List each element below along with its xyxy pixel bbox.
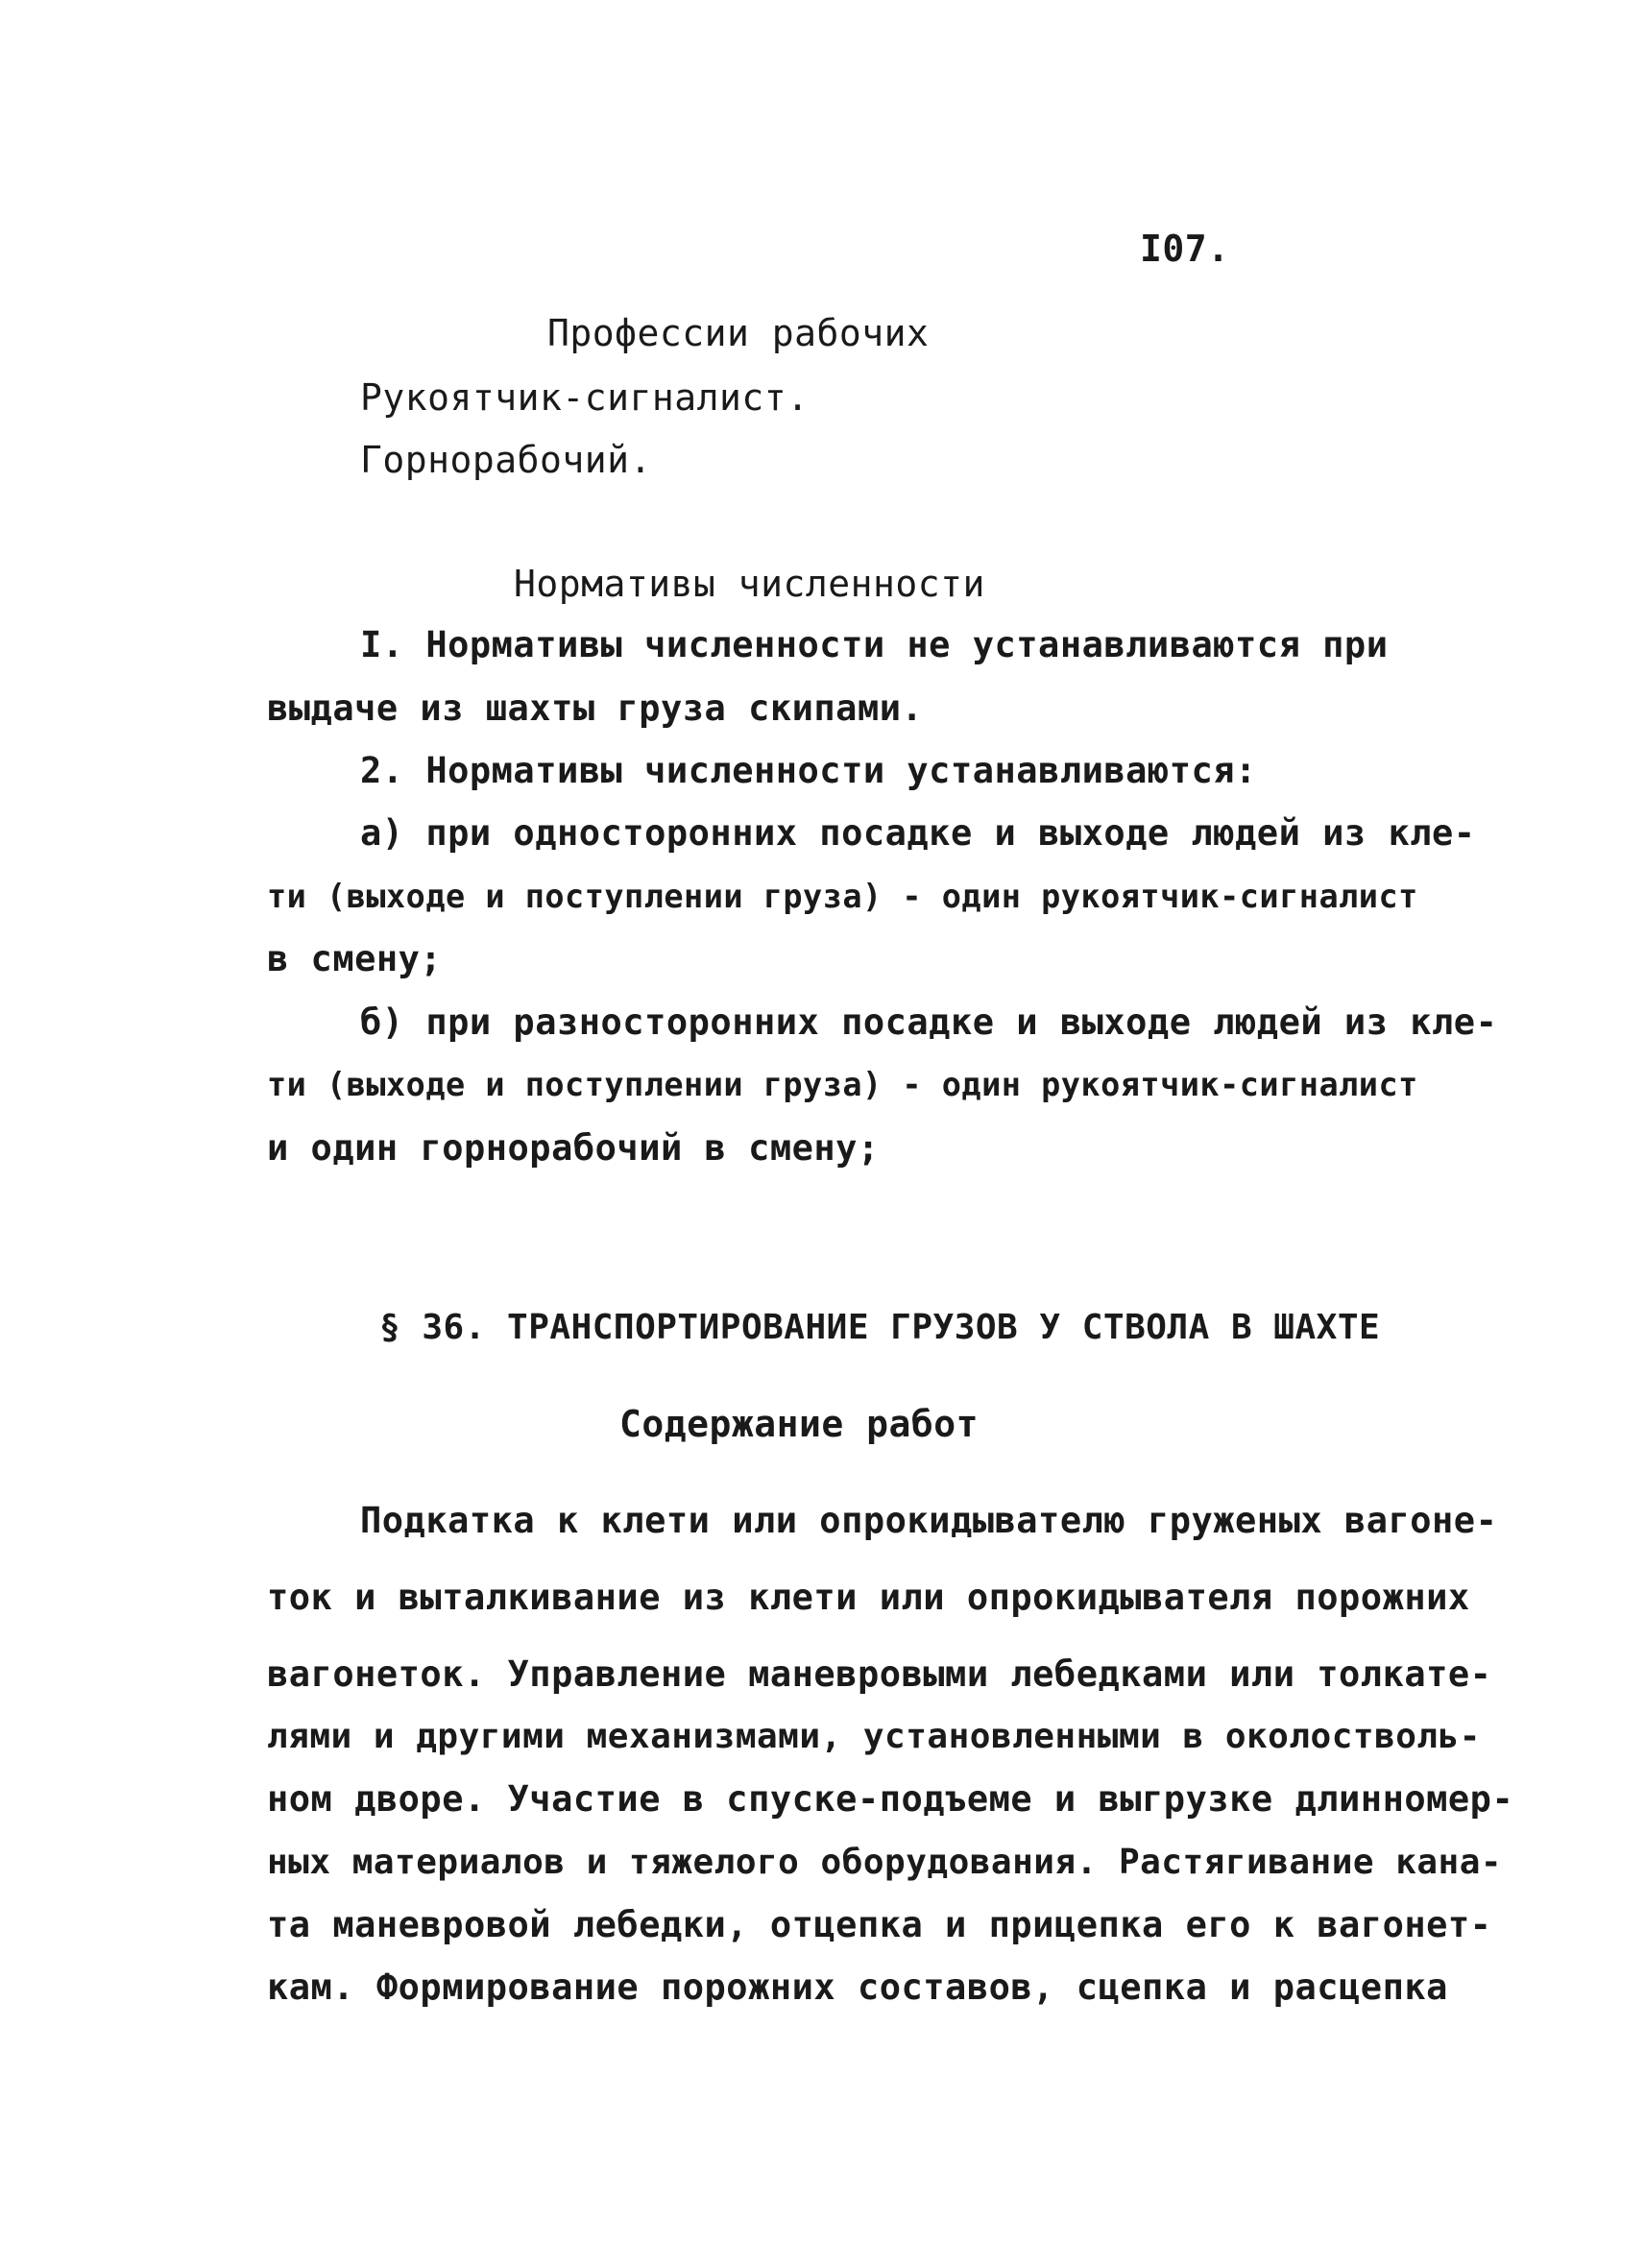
norms-line: I. Нормативы численности не устанавливаются при [360,624,1389,665]
page-number: I07. [1140,228,1230,270]
section-line: кам. Формирование порожних составов, сцепка и расцепка [267,1966,1448,2008]
section-line: лями и другими механизмами, установленными в околостволь- [267,1717,1481,1756]
norms-line: а) при односторонних посадке и выходе людей из кле- [360,812,1476,854]
norms-line: в смену; [267,938,443,979]
section-line: ном дворе. Участие в спуске-подъеме и выгрузке длинномер- [267,1778,1514,1820]
professions-title: Профессии рабочих [547,312,930,354]
section-line: вагонеток. Управление маневровыми лебедками или толкате- [267,1653,1492,1695]
norms-line: выдаче из шахты груза скипами. [267,688,924,729]
norms-line: ти (выходе и поступлении груза) - один рукоятчик-сигналист [267,878,1418,915]
section-title: § 36. ТРАНСПОРТИРОВАНИЕ ГРУЗОВ У СТВОЛА В ШАХТЕ [379,1308,1381,1347]
norms-line: и один горнорабочий в смену; [267,1127,880,1169]
norms-title: Нормативы численности [514,563,985,605]
section-line: Подкатка к клети или опрокидывателю груженых вагоне- [360,1500,1498,1541]
norms-line: 2. Нормативы численности устанавливаются: [360,750,1257,791]
section-line: ток и выталкивание из клети или опрокидывателя порожних [267,1577,1470,1618]
norms-line: б) при разносторонних посадке и выходе людей из кле- [360,1001,1498,1043]
section-line: та маневровой лебедки, отцепка и прицепка его к вагонет- [267,1904,1492,1945]
norms-line: ти (выходе и поступлении груза) - один рукоятчик-сигналист [267,1066,1418,1103]
profession-item: Горнорабочий. [360,439,652,481]
profession-item: Рукоятчик-сигналист. [360,376,810,419]
section-subtitle: Содержание работ [619,1403,980,1445]
section-line: ных материалов и тяжелого оборудования. Растягивание кана- [267,1843,1503,1882]
